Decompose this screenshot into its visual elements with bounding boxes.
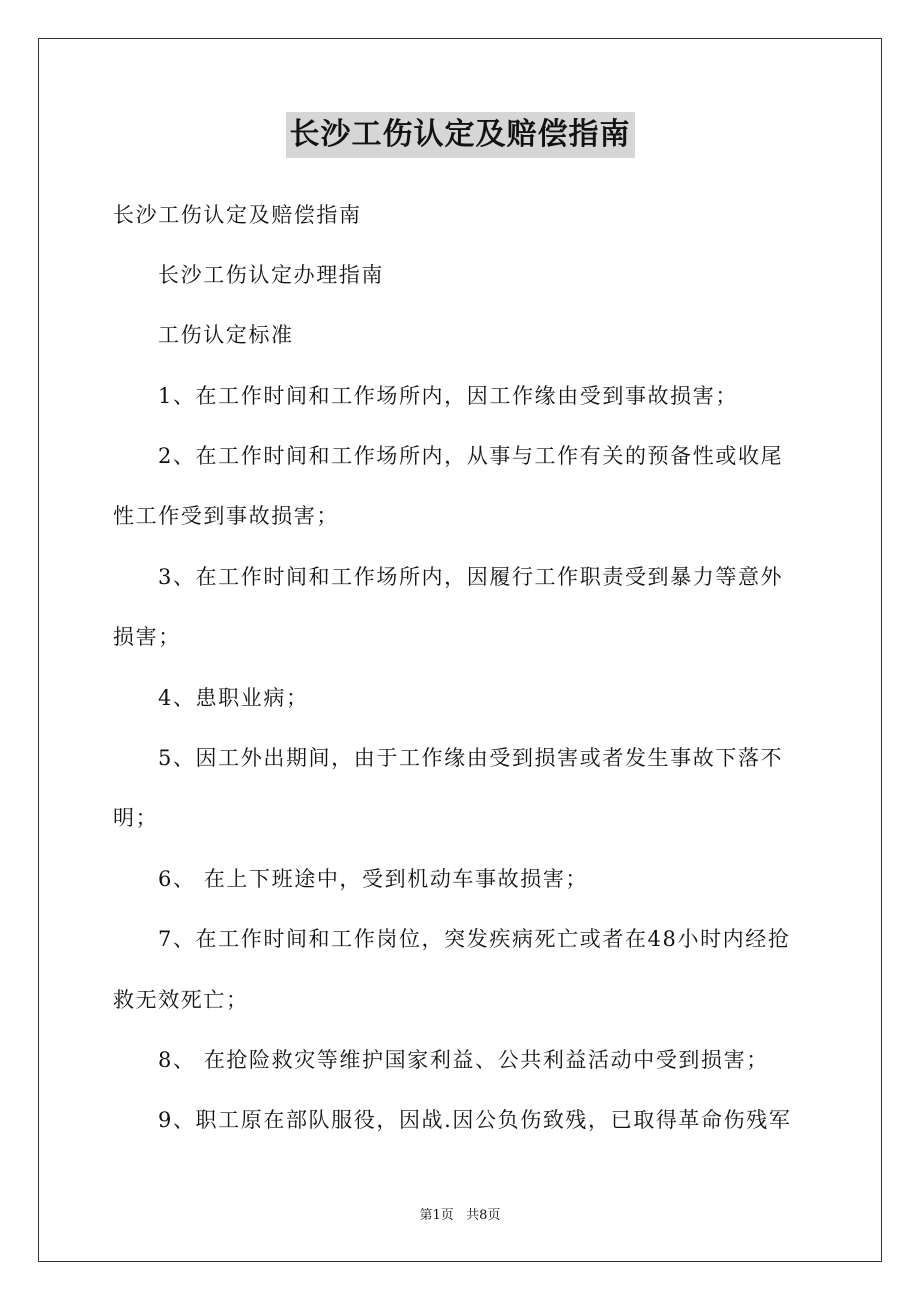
list-item: 1、在工作时间和工作场所内，因工作缘由受到事故损害； [158, 384, 738, 408]
list-item: 7、在工作时间和工作岗位，突发疾病死亡或者在48小时内经抢 [158, 927, 791, 951]
list-item: 4、患职业病； [158, 686, 309, 710]
list-item: 5、因工外出期间，由于工作缘由受到损害或者发生事故下落不 [158, 746, 784, 770]
list-item-continuation: 明； [113, 806, 159, 830]
list-item-continuation: 救无效死亡； [113, 988, 249, 1012]
section-heading: 工伤认定标准 [158, 323, 294, 347]
list-item: 6、 在上下班途中，受到机动车事故损害； [158, 867, 589, 891]
document-title: 长沙工伤认定及赔偿指南 [286, 112, 635, 158]
list-item-continuation: 损害； [113, 625, 181, 649]
list-item: 2、在工作时间和工作场所内，从事与工作有关的预备性或收尾 [158, 444, 784, 468]
title-container [0, 112, 920, 158]
list-item: 9、职工原在部队服役，因战.因公负伤致残，已取得革命伤残军 [158, 1108, 792, 1132]
section-heading: 长沙工伤认定办理指南 [158, 263, 384, 287]
list-item-continuation: 性工作受到事故损害； [113, 504, 339, 528]
page-footer: 第1页 共8页 [419, 1208, 501, 1223]
list-item: 8、 在抢险救灾等维护国家利益、公共利益活动中受到损害； [158, 1048, 769, 1072]
subtitle-line: 长沙工伤认定及赔偿指南 [113, 203, 362, 227]
list-item: 3、在工作时间和工作场所内，因履行工作职责受到暴力等意外 [158, 565, 784, 589]
